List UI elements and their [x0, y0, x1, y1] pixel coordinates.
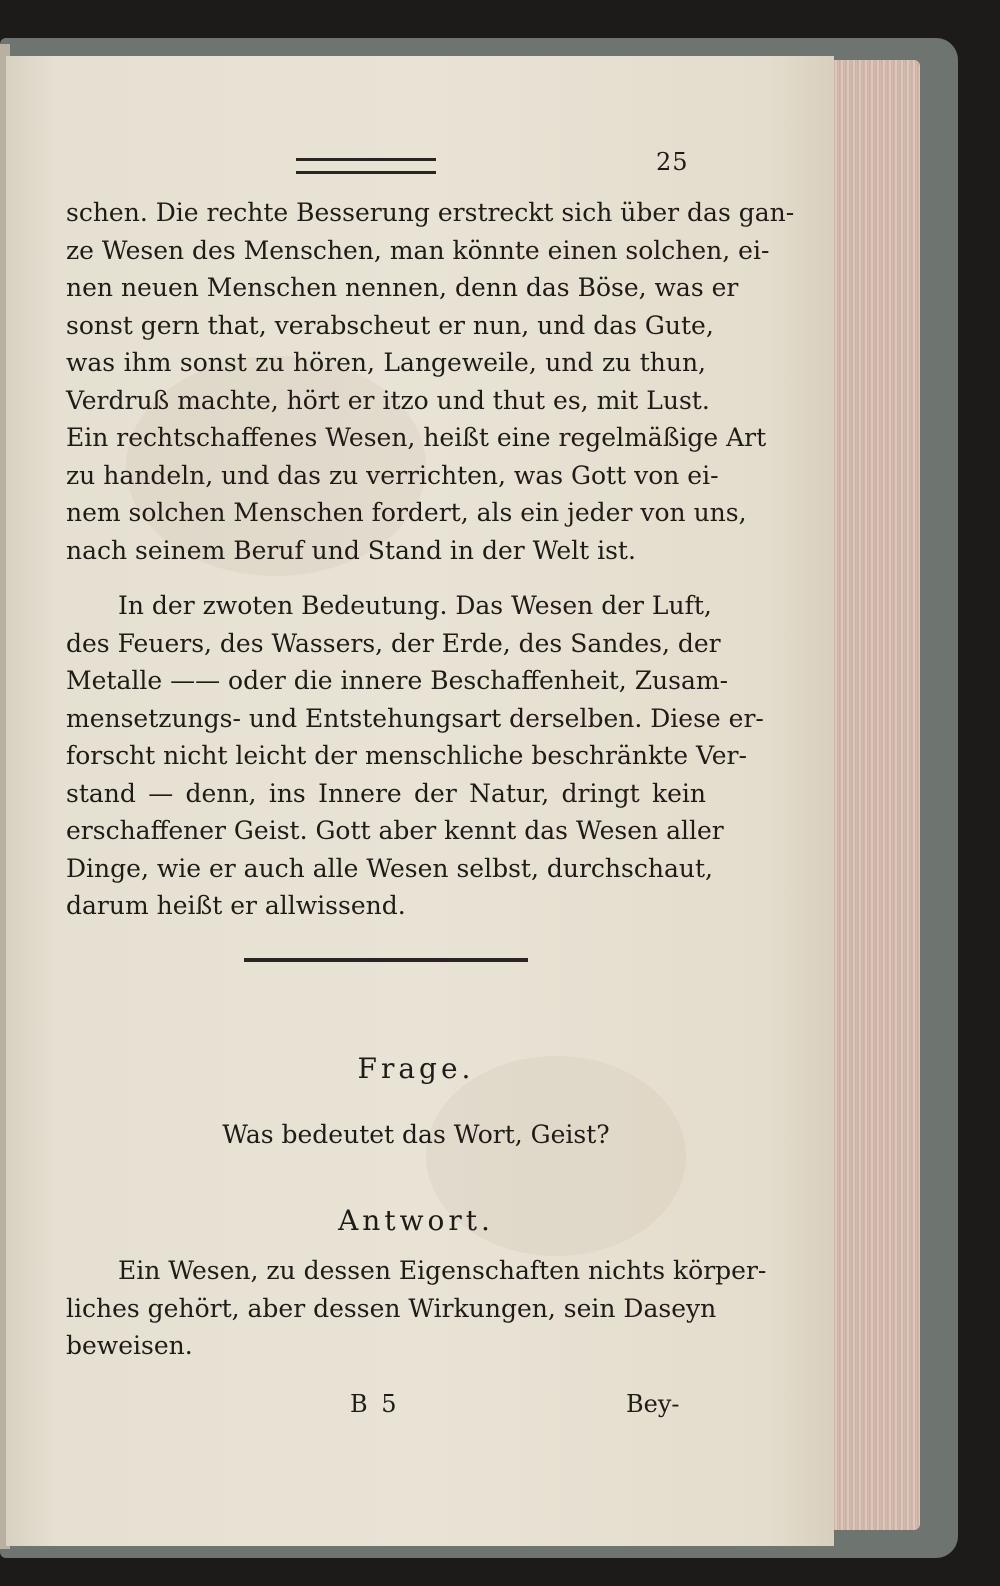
text-line: Metalle —— oder die innere Beschaffenheit, Zusam- — [66, 666, 729, 695]
text-line: sonst gern that, verabscheut er nun, und das Gute, — [66, 310, 714, 340]
text-line: nem solchen Menschen fordert, als ein jeder von uns, — [66, 498, 747, 527]
text-line: erschaffener Geist. Gott aber kennt das Wesen aller — [66, 816, 724, 845]
page-edges — [820, 60, 920, 1530]
text-line: darum heißt er allwissend. — [66, 891, 406, 920]
text-line: nach seinem Beruf und Stand in der Welt ist. — [66, 535, 636, 565]
text-line: nen neuen Menschen nennen, denn das Böse, was er — [66, 273, 739, 302]
text-line: forscht nicht leicht der menschliche beschränkte Ver- — [66, 741, 747, 770]
text-line: beweisen. — [66, 1331, 193, 1360]
text-line: schen. Die rechte Besserung erstreckt sich über das gan- — [66, 198, 795, 227]
page-number: 25 — [656, 148, 689, 176]
text-line: Ein rechtschaffenes Wesen, heißt eine regelmäßige Art — [66, 423, 767, 452]
frage-heading: Frage. — [357, 1052, 475, 1085]
signature-mark: B 5 — [350, 1390, 400, 1418]
question-text: Was bedeutet das Wort, Geist? — [222, 1120, 610, 1149]
text-line: zu handeln, und das zu verrichten, was Gott von ei- — [66, 460, 719, 490]
paragraph-2 — [66, 587, 764, 925]
text-line: Dinge, wie er auch alle Wesen selbst, durchschaut, — [66, 853, 713, 883]
book-page — [6, 56, 834, 1546]
antwort-heading: Antwort. — [338, 1204, 494, 1237]
text-line: was ihm sonst zu hören, Langeweile, und zu thun, — [66, 348, 706, 377]
text-line: Ein Wesen, zu dessen Eigenschaften nichts körper- — [118, 1256, 767, 1285]
header-rule — [296, 158, 436, 174]
text-line: Verdruß machte, hört er itzo und thut es, mit Lust. — [66, 385, 710, 415]
text-line: mensetzungs- und Entstehungsart derselben. Diese er- — [66, 703, 764, 733]
paragraph-3 — [66, 1252, 767, 1365]
text-line: des Feuers, des Wassers, der Erde, des Sandes, der — [66, 628, 721, 658]
text-line: In der zwoten Bedeutung. Das Wesen der Luft, — [118, 591, 712, 620]
section-divider — [244, 958, 528, 962]
paragraph-1 — [66, 194, 795, 569]
text-line: ze Wesen des Menschen, man könnte einen solchen, ei- — [66, 235, 770, 265]
text-line: stand — denn, ins Innere der Natur, dringt kein — [66, 778, 706, 808]
catchword: Bey- — [626, 1390, 680, 1418]
text-line: liches gehört, aber dessen Wirkungen, sein Daseyn — [66, 1293, 717, 1323]
